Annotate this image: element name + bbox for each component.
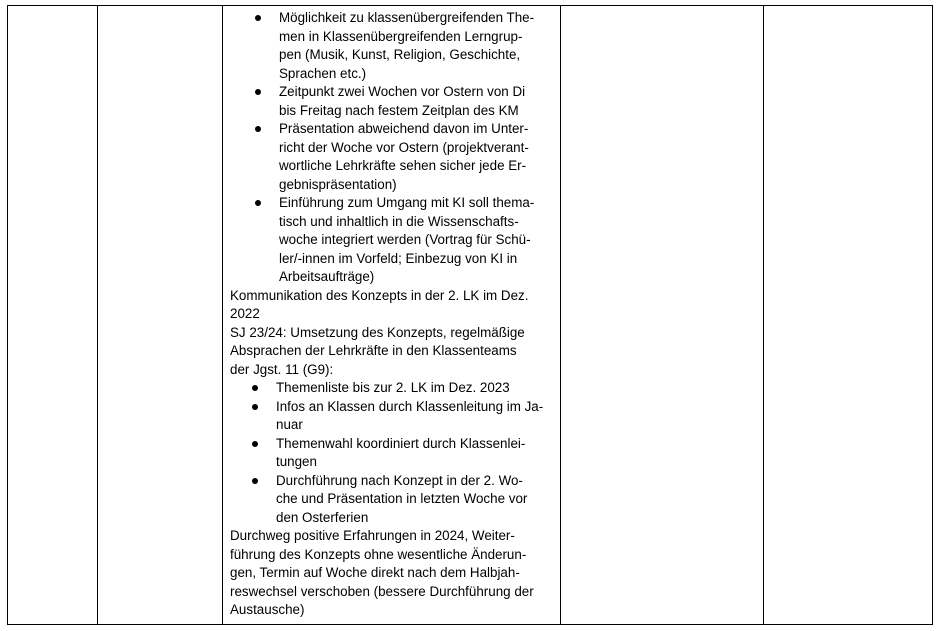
table bbox=[7, 5, 933, 625]
bullet-list-2 bbox=[230, 379, 554, 527]
list-item: Infos an Klassen durch Klassenleitung im Ja- nuar bbox=[230, 398, 554, 435]
cell-content bbox=[223, 6, 560, 620]
table-cell-col-4 bbox=[561, 6, 764, 625]
bullet-icon bbox=[252, 478, 258, 484]
table-row bbox=[8, 6, 933, 625]
list-item: Präsentation abweichend davon im Unter- richt der Woche vor Ostern (projektverant- wortliche Lehrkräfte sehen sicher jede Er- gebnispräsentation) bbox=[230, 120, 554, 194]
list-item: Themenwahl koordiniert durch Klassenlei- tungen bbox=[230, 435, 554, 472]
bullet-icon bbox=[255, 200, 261, 206]
table-cell-col-3 bbox=[223, 6, 561, 625]
list-item: Einführung zum Umgang mit KI soll thema- tisch und inhaltlich in die Wissenschafts- woche integriert werden (Vortrag für Schü- ler/-innen im Vorfeld; Einbezug von KI in Arbeitsaufträge) bbox=[230, 194, 554, 287]
list-item: Zeitpunkt zwei Wochen vor Ostern von Di bis Freitag nach festem Zeitplan des KM bbox=[230, 83, 554, 120]
bullet-list-1 bbox=[230, 9, 554, 287]
list-item: Durchführung nach Konzept in der 2. Wo- che und Präsentation in letzten Woche vor den Osterferien bbox=[230, 472, 554, 528]
table-cell-col-1 bbox=[8, 6, 98, 625]
list-item: Möglichkeit zu klassenübergreifenden The- men in Klassenübergreifenden Lerngrup- pen (Musik, Kunst, Religion, Geschichte, Sprachen etc.) bbox=[230, 9, 554, 83]
paragraph-implementation: SJ 23/24: Umsetzung des Konzepts, regelmäßige Absprachen der Lehrkräfte in den Klassenteams der Jgst. 11 (G9): bbox=[230, 324, 525, 377]
bullet-icon bbox=[255, 126, 261, 132]
list-item: Themenliste bis zur 2. LK im Dez. 2023 bbox=[230, 379, 554, 398]
bullet-icon bbox=[252, 441, 258, 447]
bullet-icon bbox=[252, 385, 258, 391]
paragraph-communication: Kommunikation des Konzepts in der 2. LK im Dez. 2022 bbox=[230, 287, 529, 321]
bullet-icon bbox=[252, 404, 258, 410]
table-cell-col-5 bbox=[764, 6, 933, 625]
table-cell-col-2 bbox=[98, 6, 223, 625]
bullet-icon bbox=[255, 15, 261, 21]
bullet-icon bbox=[255, 89, 261, 95]
paragraph-experience: Durchweg positive Erfahrungen in 2024, Weiter- führung des Konzepts ohne wesentliche Änderun- gen, Termin auf Woche direkt nach dem Halbjah- reswechsel verschoben (bessere Durchführung der Austausche) bbox=[230, 528, 534, 617]
